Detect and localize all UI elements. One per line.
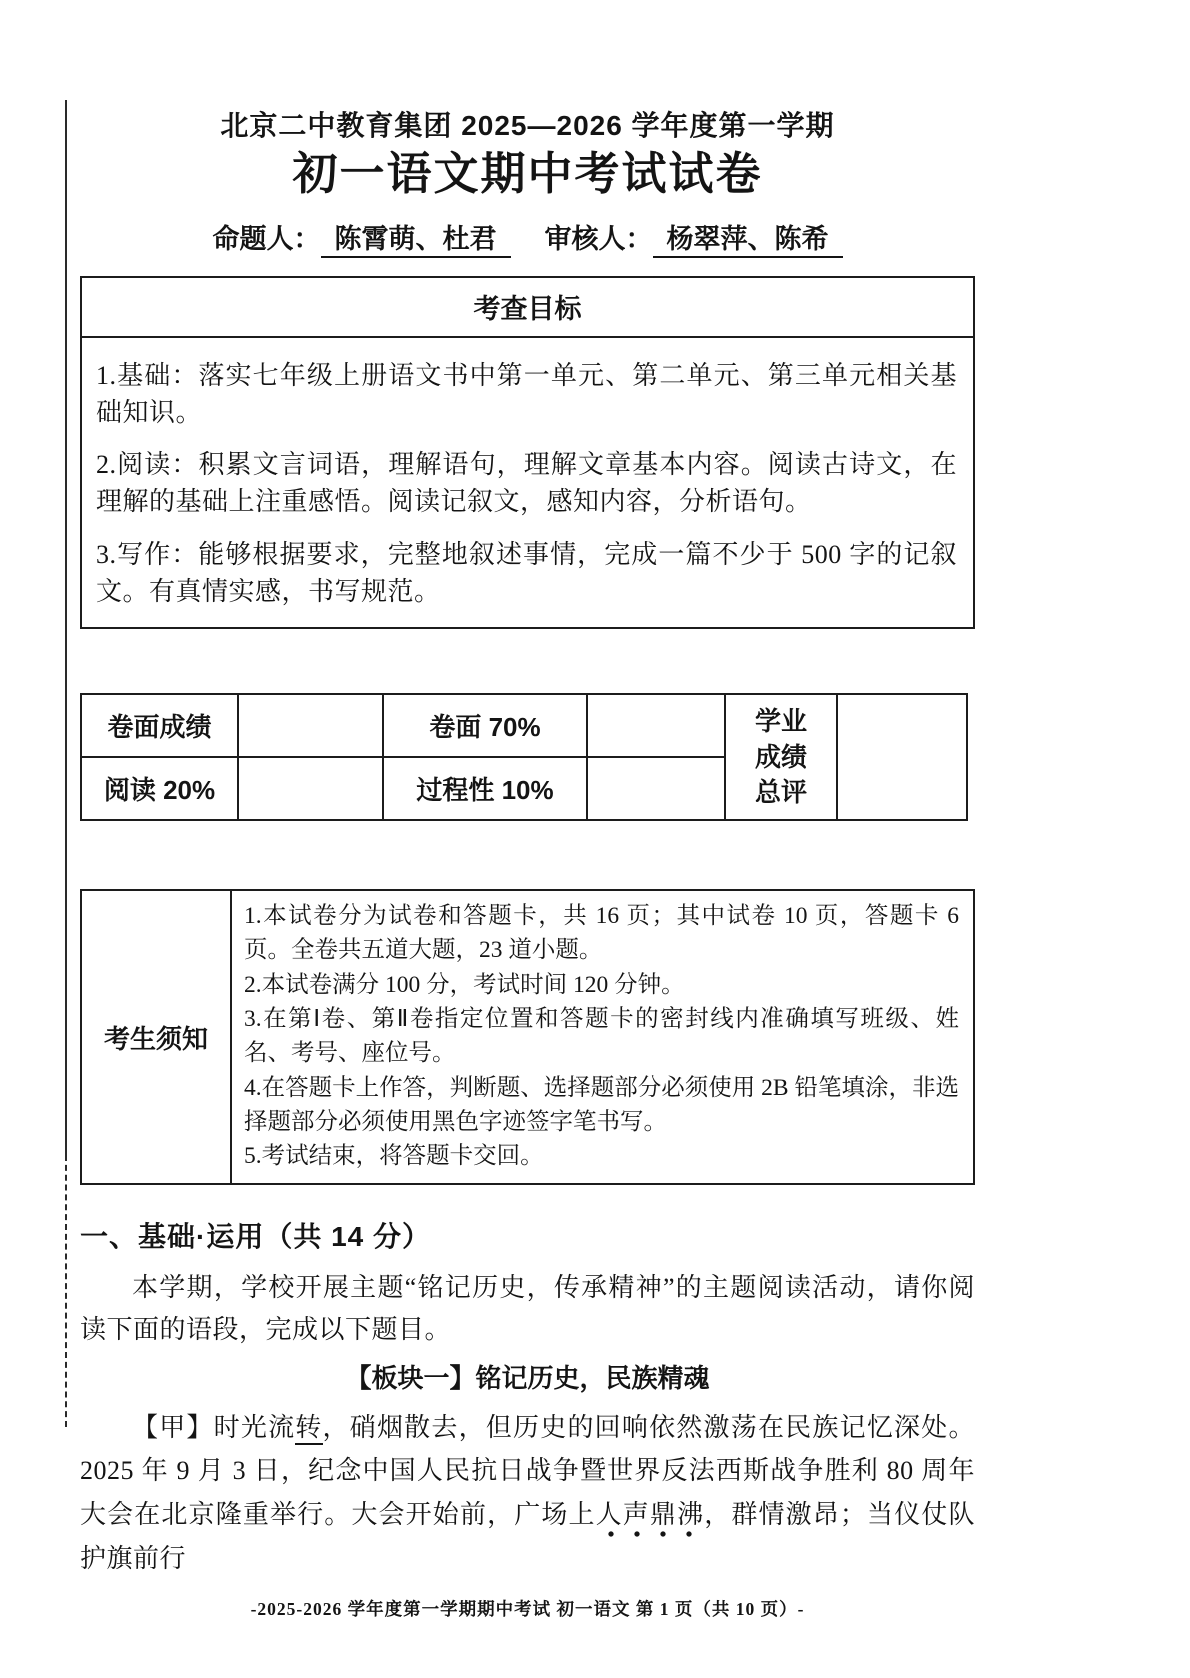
notice-item-1: 1.本试卷分为试卷和答题卡，共 16 页；其中试卷 10 页，答题卡 6 页。全卷共五道大题，23 道小题。 [244,903,959,964]
page-content [80,100,975,1621]
objectives-box [80,276,975,629]
school-term-line: 北京二中教育集团 2025—2026 学年度第一学期 [220,110,835,141]
setter-label: 命题人： [212,223,321,254]
score-table-row-1 [81,694,967,757]
objectives-title: 考查目标 [82,278,973,338]
section-one-heading: 一、基础·运用（共 14 分） [80,1221,432,1253]
passage-part-3: ，群情激昂；当仪仗队护旗前行 [80,1499,975,1573]
objective-item-basics: 1.基础：落实七年级上册语文书中第一单元、第二单元、第三单元相关基础知识。 [96,360,957,427]
objectives-body [82,338,973,627]
process-value-cell [587,757,725,820]
notice-item-3: 3.在第Ⅰ卷、第Ⅱ卷指定位置和答题卡的密封线内准确填写班级、姓名、考号、座位号。 [244,1005,959,1067]
objective-item-writing: 3.写作：能够根据要求，完整地叙述事情，完成一篇不少于 500 字的记叙文。有真情实感，书写规范。 [96,540,957,607]
passage-paragraph [80,1406,975,1581]
binding-line-dashed [65,1155,67,1427]
reading-value-cell [238,757,383,820]
persons-line [80,217,975,256]
block-one-title: 【板块一】铭记历史，民族精魂 [345,1363,710,1393]
total-line-1: 学业 [754,706,807,737]
notice-item-4: 4.在答题卡上作答，判断题、选择题部分必须使用 2B 铅笔填涂，非选择题部分必须使用黑色字迹签字笔书写。 [244,1074,959,1135]
total-line-3: 总评 [754,776,807,807]
process-label-cell: 过程性 10% [383,757,587,820]
reviewer-names: 杨翠萍、陈希 [653,224,843,258]
setter-names: 陈霄萌、杜君 [321,224,511,258]
reading-label-cell: 阅读 20% [81,757,238,820]
passage-part-2: ，硝烟散去，但历史的回响依然激荡在民族记忆深处。2025 年 9 月 3 日，纪念中国人民抗日战争暨世界反法西斯战争胜利 80 周年大会在北京隆重举行。大会开始前，广场上 [80,1412,975,1529]
notice-item-5: 5.考试结束，将答题卡交回。 [244,1143,544,1170]
paper-score-value-cell [238,694,383,757]
underlined-char: 转 [295,1413,322,1445]
notice-label: 考生须知 [82,891,232,1183]
emphasized-phrase: 人声鼎沸 [596,1500,705,1539]
paper-pct-label-cell: 卷面 70% [383,694,587,757]
exam-title: 初一语文期中考试试卷 [292,148,763,200]
score-table [80,693,968,821]
binding-line-solid [65,100,67,1155]
passage-part-1: 【甲】时光流 [132,1412,296,1442]
notice-body [232,891,973,1183]
notice-item-2: 2.本试卷满分 100 分，考试时间 120 分钟。 [244,971,685,998]
total-score-value-cell [837,694,967,820]
page-footer: -2025-2026 学年度第一学期期中考试 初一语文 第 1 页（共 10 页）- [250,1599,805,1620]
objective-item-reading: 2.阅读：积累文言词语，理解语句，理解文章基本内容。阅读古诗文，在理解的基础上注重感悟。阅读记叙文，感知内容，分析语句。 [96,450,957,517]
intro-paragraph: 本学期，学校开展主题“铭记历史，传承精神”的主题阅读活动，请你阅读下面的语段，完成以下题目。 [80,1273,975,1345]
total-score-label-cell [725,694,837,820]
notice-box [80,889,975,1185]
paper-pct-value-cell [587,694,725,757]
paper-score-label-cell: 卷面成绩 [81,694,238,757]
total-line-2: 成绩 [754,741,807,772]
reviewer-label: 审核人： [544,223,653,254]
